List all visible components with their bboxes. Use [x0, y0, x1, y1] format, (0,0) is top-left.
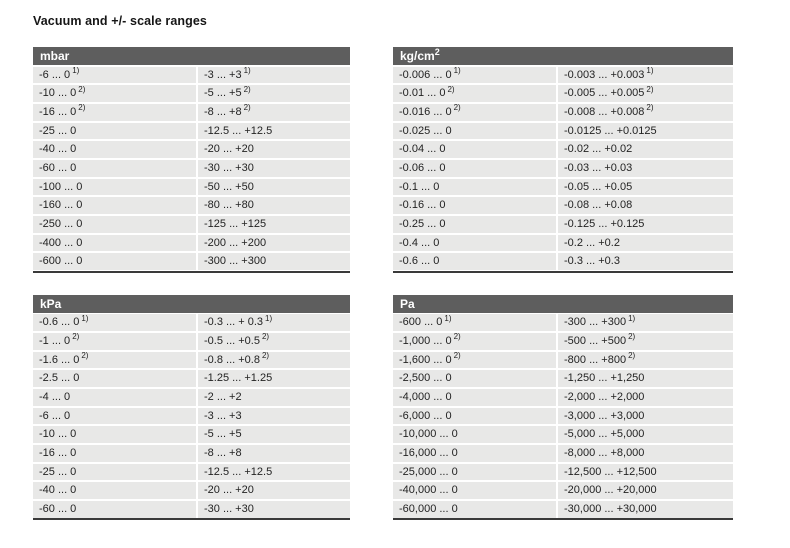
table-row — [393, 389, 733, 406]
unit-label: kPa — [40, 296, 62, 311]
vacuum-range-cell — [393, 408, 556, 425]
range-value: -10 ... 0 — [39, 87, 77, 100]
footnote-marker: 1) — [628, 314, 636, 323]
range-value: -0.16 ... 0 — [399, 199, 446, 212]
vacuum-range-cell — [393, 464, 556, 481]
footnote-marker: 1) — [81, 314, 89, 323]
plus-minus-range-cell — [198, 216, 350, 233]
plus-minus-range-cell — [198, 85, 350, 102]
plus-minus-range-cell — [558, 314, 733, 331]
footnote-marker: 2) — [447, 85, 455, 94]
plus-minus-range-cell — [198, 104, 350, 121]
plus-minus-range-cell — [198, 482, 350, 499]
range-value: -16 ... 0 — [39, 105, 77, 118]
plus-minus-range-cell — [198, 160, 350, 177]
vacuum-range-cell — [33, 160, 196, 177]
plus-minus-range-cell — [198, 141, 350, 158]
range-value: -4 ... 0 — [39, 390, 71, 403]
footnote-marker: 2) — [646, 85, 654, 94]
table-row — [33, 179, 350, 196]
plus-minus-range-cell — [198, 408, 350, 425]
table-row — [33, 445, 350, 462]
vacuum-range-cell — [33, 253, 196, 270]
plus-minus-range-cell — [198, 179, 350, 196]
range-value: -0.3 ... + 0.3 — [204, 316, 264, 329]
plus-minus-range-cell — [558, 85, 733, 102]
table-row — [393, 426, 733, 443]
range-value: -0.8 ... +0.8 — [204, 353, 260, 366]
table-row — [393, 179, 733, 196]
range-value: -0.5 ... +0.5 — [204, 334, 260, 347]
unit-exponent: 2 — [434, 47, 440, 57]
range-value: -0.3 ... +0.3 — [564, 255, 620, 268]
table-row — [393, 67, 733, 84]
table-pa — [393, 295, 733, 521]
vacuum-range-cell — [33, 141, 196, 158]
plus-minus-range-cell — [198, 352, 350, 369]
table-row — [33, 141, 350, 158]
range-value: -2.5 ... 0 — [39, 372, 80, 385]
range-value: -250 ... 0 — [39, 218, 83, 230]
range-value: -500 ... +500 — [564, 334, 627, 347]
range-value: -0.4 ... 0 — [399, 236, 440, 249]
footnote-marker: 2) — [453, 332, 461, 342]
range-value: -0.05 ... +0.05 — [564, 180, 633, 193]
table-row — [33, 314, 350, 331]
vacuum-range-cell — [33, 501, 196, 518]
plus-minus-range-cell — [558, 370, 733, 387]
vacuum-range-cell — [393, 333, 556, 350]
range-value: -0.003 ... +0.003 — [564, 68, 645, 81]
vacuum-range-cell — [33, 445, 196, 462]
range-value: -0.06 ... 0 — [399, 161, 446, 174]
range-value: -6 ... 0 — [39, 409, 71, 422]
table-row — [33, 216, 350, 233]
vacuum-range-cell — [393, 352, 556, 369]
range-value: -300 ... +300 — [564, 316, 627, 329]
table-row — [393, 253, 733, 270]
footnote-marker: 2) — [453, 351, 461, 360]
vacuum-range-cell — [393, 123, 556, 140]
range-value: -6 ... 0 — [39, 68, 71, 81]
range-value: -400 ... 0 — [39, 236, 83, 249]
plus-minus-range-cell — [558, 464, 733, 481]
plus-minus-range-cell — [558, 445, 733, 462]
table-row — [33, 67, 350, 84]
plus-minus-range-cell — [558, 408, 733, 425]
vacuum-range-cell — [33, 85, 196, 102]
range-value: -8 ... +8 — [204, 105, 242, 118]
unit-label: mbar — [40, 49, 70, 63]
footnote-marker: 2) — [453, 103, 461, 113]
footnote-marker: 2) — [81, 351, 89, 360]
vacuum-range-cell — [393, 482, 556, 499]
vacuum-range-cell — [33, 482, 196, 499]
range-value: -200 ... +200 — [204, 236, 267, 249]
range-value: -0.005 ... +0.005 — [564, 87, 645, 100]
range-value: -10,000 ... 0 — [399, 428, 458, 441]
vacuum-range-cell — [393, 141, 556, 158]
footnote-marker: 2) — [628, 351, 636, 360]
range-value: -3 ... +3 — [204, 68, 242, 81]
table-header — [33, 47, 350, 65]
footnote-marker: 1) — [72, 66, 80, 75]
table-row — [33, 389, 350, 406]
footnote-marker: 1) — [453, 66, 461, 75]
range-value: -5 ... +5 — [204, 87, 242, 100]
unit-label: kg/cm — [400, 49, 435, 63]
footnote-marker: 2) — [261, 332, 270, 342]
vacuum-range-cell — [393, 426, 556, 443]
footnote-marker: 1) — [646, 66, 654, 75]
plus-minus-range-cell — [558, 389, 733, 406]
vacuum-range-cell — [393, 253, 556, 270]
vacuum-range-cell — [33, 67, 196, 84]
vacuum-range-cell — [393, 501, 556, 518]
plus-minus-range-cell — [558, 160, 733, 177]
range-value: -600 ... 0 — [39, 255, 83, 268]
table-row — [393, 333, 733, 350]
table-row — [33, 104, 350, 121]
range-value: -30,000 ... +30,000 — [564, 503, 657, 516]
range-value: -40 ... 0 — [39, 143, 77, 156]
table-row — [393, 235, 733, 252]
footnote-marker: 2) — [628, 332, 636, 342]
range-value: -0.08 ... +0.08 — [564, 199, 633, 212]
table-row — [393, 464, 733, 481]
vacuum-range-cell — [393, 370, 556, 387]
vacuum-range-cell — [393, 389, 556, 406]
range-value: -12.5 ... +12.5 — [204, 124, 273, 137]
footnote-marker: 2) — [243, 103, 251, 113]
range-value: -4,000 ... 0 — [399, 390, 452, 403]
table-row — [393, 123, 733, 140]
table-mbar — [33, 47, 350, 273]
range-value: -0.1 ... 0 — [399, 180, 440, 193]
plus-minus-range-cell — [558, 104, 733, 121]
vacuum-range-cell — [33, 464, 196, 481]
table-row — [393, 445, 733, 462]
range-value: -0.125 ... +0.125 — [564, 218, 645, 230]
vacuum-range-cell — [33, 197, 196, 214]
range-value: -60,000 ... 0 — [399, 503, 458, 516]
plus-minus-range-cell — [198, 464, 350, 481]
table-row — [33, 482, 350, 499]
table-kg-cm2 — [393, 47, 733, 273]
plus-minus-range-cell — [198, 333, 350, 350]
vacuum-range-cell — [393, 235, 556, 252]
table-row — [33, 352, 350, 369]
table-row — [33, 464, 350, 481]
footnote-marker: 2) — [646, 103, 654, 113]
table-header — [393, 47, 733, 65]
footnote-marker: 1) — [243, 66, 251, 75]
table-row — [33, 197, 350, 214]
vacuum-range-cell — [393, 85, 556, 102]
table-row — [393, 352, 733, 369]
table-row — [393, 408, 733, 425]
table-row — [33, 501, 350, 518]
table-row — [393, 314, 733, 331]
table-row — [393, 370, 733, 387]
range-value: -60 ... 0 — [39, 161, 77, 174]
range-value: -0.02 ... +0.02 — [564, 143, 633, 156]
plus-minus-range-cell — [558, 426, 733, 443]
range-value: -6,000 ... 0 — [399, 409, 452, 422]
range-value: -12,500 ... +12,500 — [564, 465, 657, 478]
vacuum-range-cell — [393, 160, 556, 177]
footnote-marker: 2) — [78, 103, 86, 113]
plus-minus-range-cell — [198, 426, 350, 443]
range-value: -16 ... 0 — [39, 446, 77, 459]
range-value: -16,000 ... 0 — [399, 446, 458, 459]
vacuum-range-cell — [33, 333, 196, 350]
plus-minus-range-cell — [198, 370, 350, 387]
table-kpa — [33, 295, 350, 521]
vacuum-range-cell — [33, 216, 196, 233]
unit-label: Pa — [400, 296, 415, 311]
range-value: -300 ... +300 — [204, 255, 267, 268]
vacuum-range-cell — [393, 67, 556, 84]
table-row — [33, 253, 350, 270]
vacuum-range-cell — [33, 408, 196, 425]
plus-minus-range-cell — [198, 197, 350, 214]
table-row — [393, 501, 733, 518]
table-row — [393, 85, 733, 102]
vacuum-range-cell — [393, 314, 556, 331]
plus-minus-range-cell — [558, 216, 733, 233]
plus-minus-range-cell — [198, 501, 350, 518]
range-value: -0.01 ... 0 — [399, 87, 446, 100]
range-value: -25 ... 0 — [39, 465, 77, 478]
table-row — [33, 370, 350, 387]
range-value: -30 ... +30 — [204, 503, 254, 516]
plus-minus-range-cell — [558, 179, 733, 196]
table-row — [33, 408, 350, 425]
plus-minus-range-cell — [558, 123, 733, 140]
range-value: -80 ... +80 — [204, 199, 254, 212]
range-value: -3 ... +3 — [204, 409, 242, 422]
range-value: -8 ... +8 — [204, 446, 242, 459]
vacuum-range-cell — [393, 179, 556, 196]
table-row — [393, 160, 733, 177]
plus-minus-range-cell — [558, 253, 733, 270]
vacuum-range-cell — [33, 123, 196, 140]
table-row — [33, 235, 350, 252]
table-row — [33, 426, 350, 443]
plus-minus-range-cell — [198, 235, 350, 252]
plus-minus-range-cell — [198, 67, 350, 84]
range-value: -20 ... +20 — [204, 143, 254, 156]
plus-minus-range-cell — [558, 197, 733, 214]
range-value: -12.5 ... +12.5 — [204, 465, 273, 478]
table-row — [33, 85, 350, 102]
table-row — [33, 333, 350, 350]
range-value: -1,600 ... 0 — [399, 353, 452, 366]
range-value: -800 ... +800 — [564, 353, 627, 366]
range-value: -40 ... 0 — [39, 484, 77, 497]
plus-minus-range-cell — [198, 389, 350, 406]
vacuum-range-cell — [33, 235, 196, 252]
range-value: -0.03 ... +0.03 — [564, 161, 633, 174]
plus-minus-range-cell — [558, 482, 733, 499]
plus-minus-range-cell — [558, 235, 733, 252]
footnote-marker: 2) — [72, 332, 80, 342]
range-value: -0.6 ... 0 — [39, 316, 80, 329]
footnote-marker: 1) — [444, 314, 452, 323]
range-value: -1 ... 0 — [39, 334, 71, 347]
vacuum-range-cell — [33, 370, 196, 387]
range-value: -100 ... 0 — [39, 180, 83, 193]
vacuum-range-cell — [33, 352, 196, 369]
range-value: -0.0125 ... +0.0125 — [564, 124, 657, 137]
plus-minus-range-cell — [558, 501, 733, 518]
range-value: -1.6 ... 0 — [39, 353, 80, 366]
range-value: -0.25 ... 0 — [399, 218, 446, 230]
footnote-marker: 2) — [261, 351, 270, 360]
page-title: Vacuum and +/- scale ranges — [33, 14, 207, 28]
vacuum-range-cell — [33, 314, 196, 331]
range-value: -2,500 ... 0 — [399, 372, 452, 385]
range-value: -60 ... 0 — [39, 503, 77, 516]
range-value: -2,000 ... +2,000 — [564, 390, 645, 403]
range-value: -2 ... +2 — [204, 390, 242, 403]
table-header — [393, 295, 733, 313]
table-row — [393, 197, 733, 214]
range-value: -5,000 ... +5,000 — [564, 428, 645, 441]
range-value: -1,000 ... 0 — [399, 334, 452, 347]
range-value: -30 ... +30 — [204, 161, 254, 174]
range-value: -125 ... +125 — [204, 218, 267, 230]
table-row — [393, 216, 733, 233]
vacuum-range-cell — [33, 426, 196, 443]
table-row — [393, 141, 733, 158]
vacuum-range-cell — [393, 216, 556, 233]
range-value: -0.025 ... 0 — [399, 124, 452, 137]
footnote-marker: 2) — [78, 85, 86, 94]
plus-minus-range-cell — [558, 141, 733, 158]
footnote-marker: 2) — [243, 85, 251, 94]
vacuum-range-cell — [33, 389, 196, 406]
table-row — [33, 160, 350, 177]
plus-minus-range-cell — [198, 445, 350, 462]
range-value: -5 ... +5 — [204, 428, 242, 441]
range-value: -0.006 ... 0 — [399, 68, 452, 81]
vacuum-range-cell — [393, 445, 556, 462]
tables-grid — [33, 47, 733, 520]
range-value: -0.2 ... +0.2 — [564, 236, 620, 249]
range-value: -160 ... 0 — [39, 199, 83, 212]
range-value: -20,000 ... +20,000 — [564, 484, 657, 497]
plus-minus-range-cell — [198, 123, 350, 140]
vacuum-range-cell — [33, 104, 196, 121]
range-value: -20 ... +20 — [204, 484, 254, 497]
range-value: -10 ... 0 — [39, 428, 77, 441]
range-value: -0.008 ... +0.008 — [564, 105, 645, 118]
plus-minus-range-cell — [198, 253, 350, 270]
table-row — [393, 104, 733, 121]
range-value: -25 ... 0 — [39, 124, 77, 137]
table-row — [33, 123, 350, 140]
range-value: -3,000 ... +3,000 — [564, 409, 645, 422]
range-value: -0.016 ... 0 — [399, 105, 452, 118]
table-header — [33, 295, 350, 313]
range-value: -40,000 ... 0 — [399, 484, 458, 497]
plus-minus-range-cell — [198, 314, 350, 331]
vacuum-range-cell — [33, 179, 196, 196]
range-value: -0.6 ... 0 — [399, 255, 440, 268]
range-value: -8,000 ... +8,000 — [564, 446, 645, 459]
range-value: -600 ... 0 — [399, 316, 443, 329]
plus-minus-range-cell — [558, 67, 733, 84]
range-value: -50 ... +50 — [204, 180, 254, 193]
vacuum-range-cell — [393, 197, 556, 214]
footnote-marker: 1) — [265, 314, 273, 323]
range-value: -0.04 ... 0 — [399, 143, 446, 156]
vacuum-range-cell — [393, 104, 556, 121]
table-row — [393, 482, 733, 499]
range-value: -1,250 ... +1,250 — [564, 372, 645, 385]
range-value: -25,000 ... 0 — [399, 465, 458, 478]
plus-minus-range-cell — [558, 333, 733, 350]
range-value: -1.25 ... +1.25 — [204, 372, 273, 385]
plus-minus-range-cell — [558, 352, 733, 369]
